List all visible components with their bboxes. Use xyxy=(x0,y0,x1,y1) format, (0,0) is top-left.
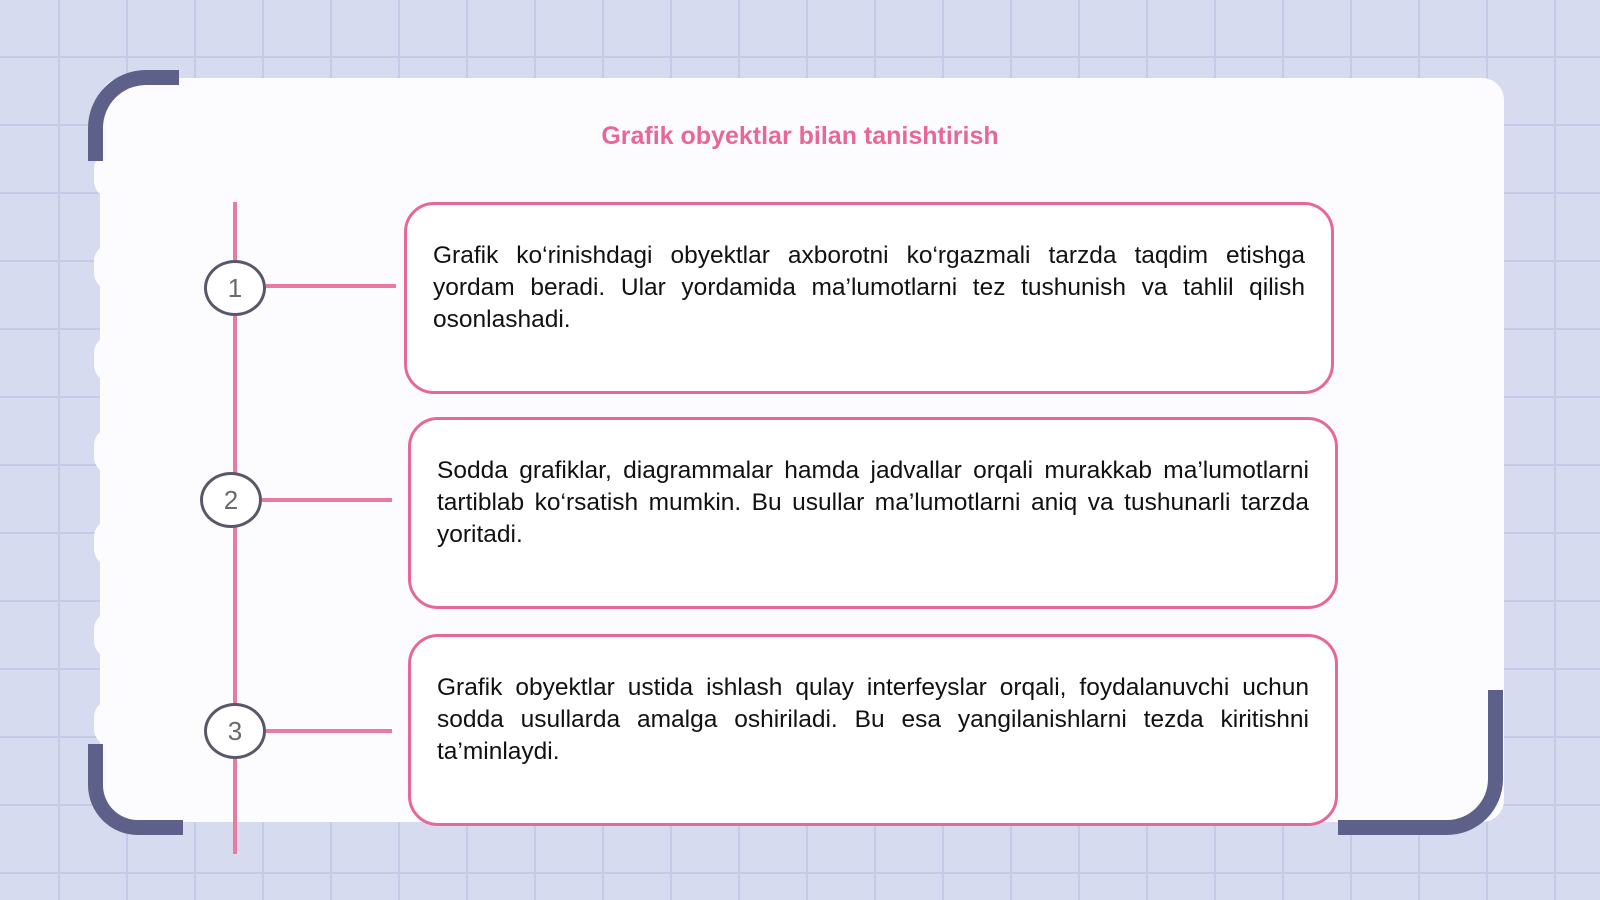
step-card-1 xyxy=(404,202,1334,394)
step-card-3 xyxy=(408,634,1338,826)
sheet-notch xyxy=(94,700,128,746)
sheet-notch xyxy=(94,612,128,658)
step-number-2: 2 xyxy=(200,472,262,528)
sheet-notch xyxy=(94,428,128,474)
step-number-1: 1 xyxy=(204,260,266,316)
step-text-1: Grafik ko‘rinishdagi obyektlar axborotni ko‘rgazmali tarzda taqdim etishga yordam beradi. Ular yordamida ma’lumotlarni tez tushunish va tahlil qilish osonlashadi. xyxy=(433,242,1305,333)
step-text-3: Grafik obyektlar ustida ishlash qulay interfeyslar orqali, foydalanuvchi uchun sodda usullarda amalga oshiriladi. Bu esa yangilanishlarni tezda kiritishni ta’minlaydi. xyxy=(437,674,1309,765)
slide-title: Grafik obyektlar bilan tanishtirish xyxy=(601,122,999,150)
step-number-3: 3 xyxy=(204,703,266,759)
sheet-notch xyxy=(94,336,128,382)
step-connector xyxy=(266,284,396,288)
frame-corner-bottom-left xyxy=(88,744,183,835)
step-card-2 xyxy=(408,417,1338,609)
step-connector xyxy=(262,498,392,502)
step-text-2: Sodda grafiklar, diagrammalar hamda jadvallar orqali murakkab ma’lumotlarni tartiblab ko‘rsatish mumkin. Bu usullar ma’lumotlarni aniq va tushunarli tarzda yoritadi. xyxy=(437,457,1309,548)
frame-corner-bottom-right xyxy=(1338,690,1503,835)
sheet-notch xyxy=(94,244,128,290)
step-connector xyxy=(266,729,392,733)
sheet-notch xyxy=(94,520,128,566)
